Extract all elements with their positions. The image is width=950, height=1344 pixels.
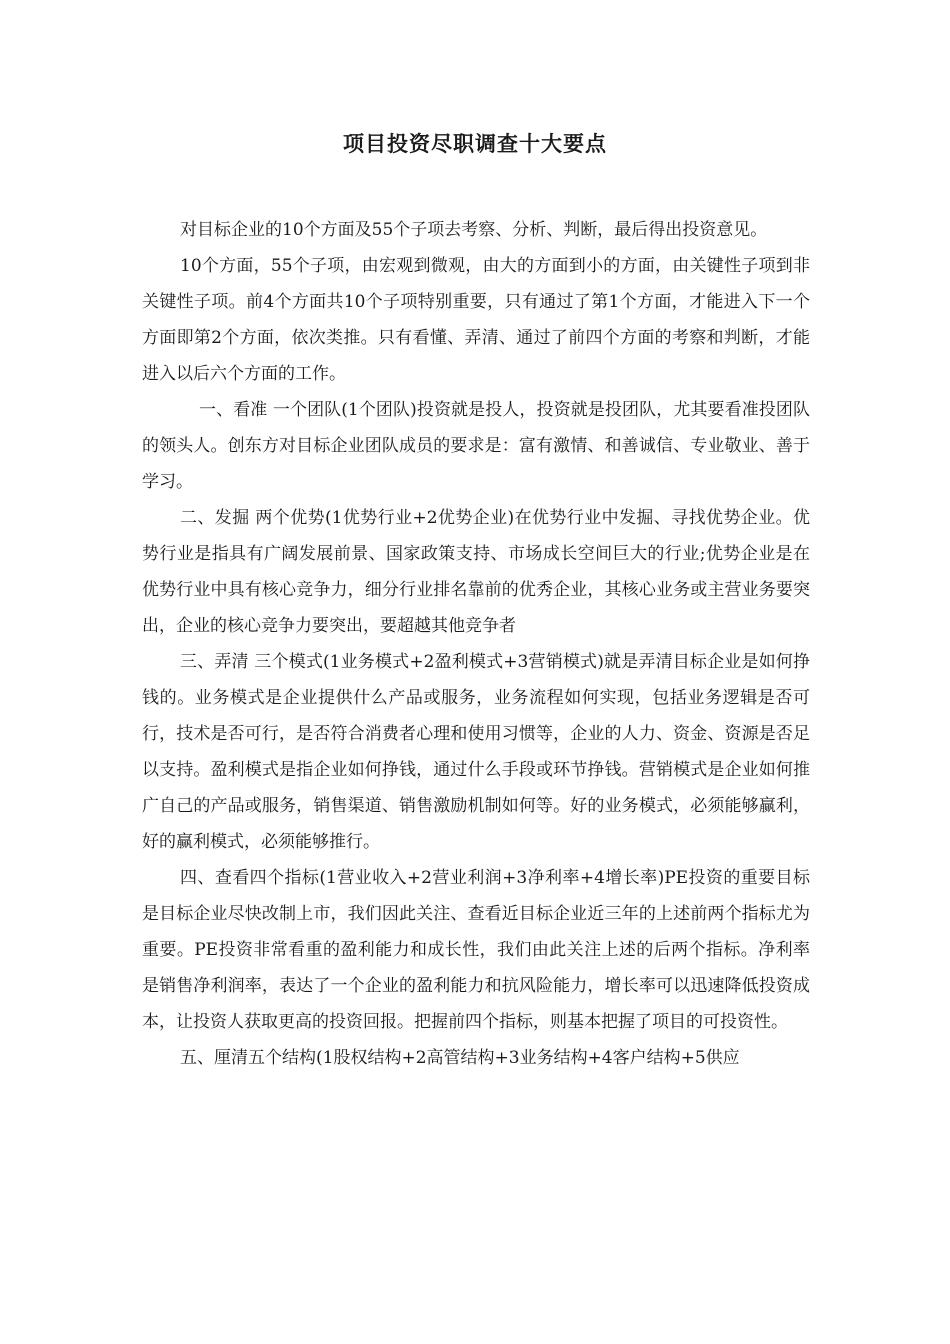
paragraph-point-3: 三、弄清 三个模式(1业务模式+2盈利模式+3营销模式)就是弄清目标企业是如何挣钱的。业务模式是企业提供什么产品或服务，业务流程如何实现，包括业务逻辑是否可行，技术是否可行，是否符合消费者心理和使用习惯等，企业的人力、资金、资源是否足以支持。盈利模式是指企业如何挣钱，通过什么手段或环节挣钱。营销模式是企业如何推广自己的产品或服务，销售渠道、销售激励机制如何等。好的业务模式，必须能够赢利，好的赢利模式，必须能够推行。	[142, 652, 810, 852]
paragraph-intro: 对目标企业的10个方面及55个子项去考察、分析、判断，最后得出投资意见。	[180, 220, 768, 240]
paragraph-point-5: 五、厘清五个结构(1股权结构+2高管结构+3业务结构+4客户结构+5供应	[180, 1048, 740, 1068]
document-body	[142, 212, 810, 1076]
document-title: 项目投资尽职调查十大要点	[343, 132, 607, 156]
paragraph-point-4: 四、查看四个指标(1营业收入+2营业利润+3净利率+4增长率)PE投资的重要目标是目标企业尽快改制上市，我们因此关注、查看近目标企业近三年的上述前两个指标尤为重要。PE投资非常看重的盈利能力和成长性，我们由此关注上述的后两个指标。净利率是销售净利润率，表达了一个企业的盈利能力和抗风险能力，增长率可以迅速降低投资成本，让投资人获取更高的投资回报。把握前四个指标，则基本把握了项目的可投资性。	[142, 868, 810, 1032]
paragraph-point-2: 二、发掘 两个优势(1优势行业+2优势企业)在优势行业中发掘、寻找优势企业。优势行业是指具有广阔发展前景、国家政策支持、市场成长空间巨大的行业;优势企业是在优势行业中具有核心竞争力，细分行业排名靠前的优秀企业，其核心业务或主营业务要突出，企业的核心竞争力要突出，要超越其他竞争者	[142, 508, 810, 636]
paragraph-overview: 10个方面，55个子项，由宏观到微观，由大的方面到小的方面，由关键性子项到非关键性子项。前4个方面共10个子项特别重要，只有通过了第1个方面，才能进入下一个方面即第2个方面，依次类推。只有看懂、弄清、通过了前四个方面的考察和判断，才能进入以后六个方面的工作。	[142, 256, 810, 384]
paragraph-point-1: 一、看准 一个团队(1个团队)投资就是投人，投资就是投团队，尤其要看准投团队的领头人。创东方对目标企业团队成员的要求是：富有激情、和善诚信、专业敬业、善于学习。	[142, 400, 810, 492]
